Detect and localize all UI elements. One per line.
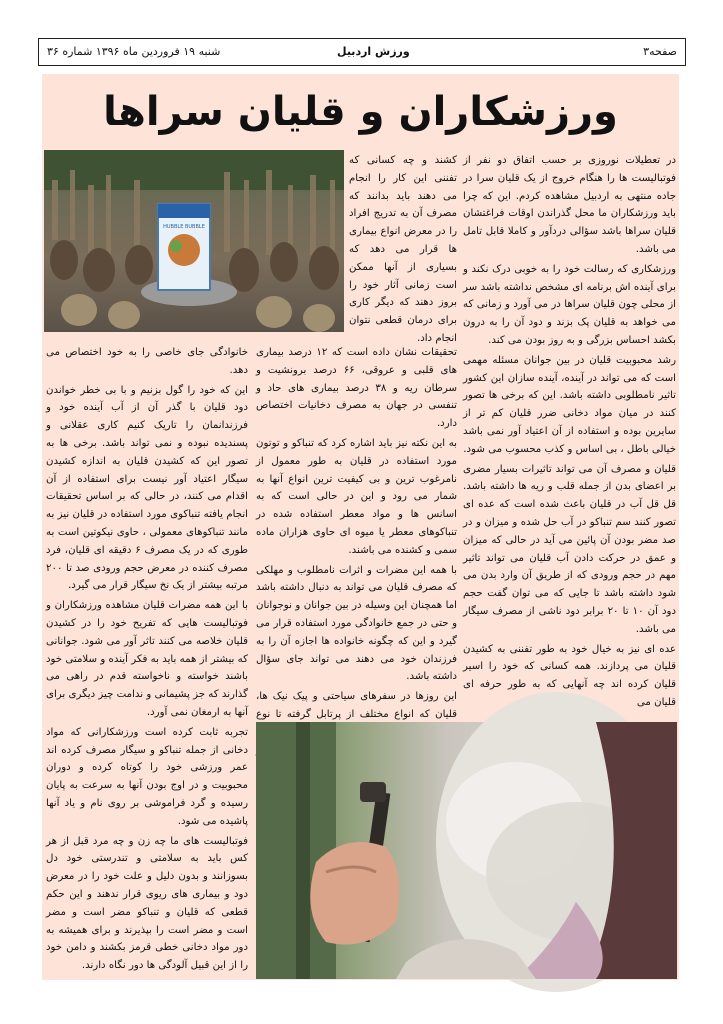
paragraph: قلیان و مصرف آن می تواند تاثیرات بسیار مضری بر اعضای بدن از جمله قلب و ریه ها داشته باشد. قل قل آب در قلیان باعث شده است که عده ای تصور کنند سم تنباکو در آب حل شده و میزان و در صد مضر بودن آن پائین می آید در حالی که میزان و عمق در حرکت دادن آب قلیان می تواند تاثیر مهم در حجم ورودی که از طریق آن وارد بدن می شود داشته باشد تا جایی که می توان گفت حجم دود آن ۱۰ تا ۲۰ برابر دود ناشی از مصرف سیگار می باشد. <box>463 463 676 635</box>
hookah-display-photo <box>44 150 344 332</box>
issue-date: شنبه ۱۹ فروردین ماه ۱۳۹۶ شماره ۳۶ <box>47 45 221 58</box>
paragraph: در تعطیلات نوروزی بر حسب اتفاق دو نفر از فوتبالیست ها را هنگام خروج از یک قلیان سرا در جاده منتهی به اردبیل مشاهده کردم. این که چرا باید ورزشکاران ما محل گذراندن اوقات فراغتشان قلیان سراها باشد سؤالی دردآور و کاملا قابل تامل می باشد. <box>463 155 676 255</box>
paragraph: ورزشکاری که رسالت خود را به خوبی درک نکند و برای آینده اش برنامه ای مشخص نداشته باشد سر از محلی چون قلیان سراها در می آورد و زمانی که می خواهد به قلیان پک بزند و دود آن را به درون بکشد احساس بزرگی و به روز بودن می کند. <box>463 263 676 346</box>
column-middle-top <box>349 152 457 344</box>
paragraph: رشد محبوبیت قلیان در بین جوانان مسئله مهمی است که می تواند در آینده، آینده سازان این کشور تاثیر نامطلوبی داشته باشد. این که برخی ها تصور کنند در میان مواد دخانی ضرر قلیان کم تر از سایرین بوده و استفاده از آن اعتیاد آور نمی باشد خیالی باطل ، بی اساس و کذب محسوب می شود. <box>463 354 676 455</box>
smoking-illustration <box>256 722 677 979</box>
article-title: ورزشکاران و قلیان سراها <box>103 89 618 135</box>
column-middle <box>256 344 457 720</box>
product-label: HUBBLE BUBBLE <box>163 224 205 230</box>
publication-name: ورزش اردبیل <box>337 45 410 58</box>
paragraph: با همه این مضرات و اثرات نامطلوب و مهلکی که مصرف قلیان می تواند به دنبال داشته باشد اما همچنان این وسیله در بین جوانان و نوجوانان و حتی در جمع خانوادگی مورد استفاده قرار می گیرد و این که چگونه خانواده ها اجازه آن را به فرزندان خود می دهند می تواند جای سؤال داشته باشد. <box>256 564 457 683</box>
hookah-display-illustration <box>44 150 344 332</box>
paragraph: این که خود را گول بزنیم و با بی خطر خواندن دود قلیان با گذر آن از آب آینده خود و فرزندانمان را تاریک کنیم کاری عقلانی و پسندیده نبوده و نمی تواند باشد. برخی ها به تصور این که کشیدن قلیان به اندازه کشیدن سیگار اعتیاد آور نیست برای استفاده از آن اقدام می کنند، در حالی که بر اساس تحقیقات انجام یافته تنباکوی مورد استفاده در قلیان نیز به مانند تنباکوهای معمولی ، حاوی نیکوتین است به طوری که در یک مصرف ۶ دقیقه ای قلیان، فرد مصرف کننده در معرض حجم ورودی صد تا ۲۰۰ مرتبه بیشتر از یک نخ سیگار قرار می گیرد. <box>46 384 248 592</box>
paragraph: این روزها در سفرهای سیاحتی و پیک نیک ها، قلیان که انواع مختلف از پرتابل گرفته تا نوع <box>256 691 457 720</box>
paragraph: فوتبالیست های ما چه زن و چه مرد قبل از هر کس باید به سلامتی و تندرستی خود دل بسوزانند و بدون دلیل و علت خود را در معرض دود و بیماری های ریوی قرار ندهند و این حکم قطعی که قلیان و تنباکو مضر است و مضر است و مضر است را بپذیرند و برای همیشه به دور مواد دخانی خطی قرمز بکشند و دامن خود را از این قبیل آلودگی ها دور نگاه دارند. <box>46 835 248 972</box>
paragraph: تجربه ثابت کرده است ورزشکارانی که مواد دخانی از جمله تنباکو و سیگار مصرف کرده اند عمر ورزشی خود را کوتاه کرده و دوران محبوبیت و در اوج بودن آنها به سرعت به پایان رسیده و گرد فراموشی بر روی نام و یاد آنها پاشیده می شود. <box>46 726 248 827</box>
paragraph: با این همه مضرات قلیان مشاهده ورزشکاران و فوتبالیست هایی که تفریح خود را در کشیدن قلیان خلاصه می کنند تاثر آور می شود. جوانانی که بیشتر از همه باید به فکر آینده و سلامتی خود باشند خواسته و ناخواسته قدم در راهی می گذارند که جز پشیمانی و ندامت چیز دیگری برای آنها به ارمغان نمی آورد. <box>46 600 248 718</box>
column-left <box>46 344 248 976</box>
paragraph: خانوادگی جای خاصی را به خود اختصاص می دهد. <box>46 347 248 376</box>
paragraph: به این نکته نیز باید اشاره کرد که تنباکو و توتون مورد استفاده در قلیان به طور معمول از نامرغوب ترین و بی کیفیت ترین انواع آنها به شمار می رود و این در حالی است که به اسانس ها و مواد معطر استفاده شده در تنباکوهای معطر یا میوه ای حاوی هزاران ماده سمی و کشنده می باشند. <box>256 437 457 556</box>
paragraph: عده ای نیز به خیال خود به طور تفننی به کشیدن قلیان می پردازند. همه کسانی که خود را اسیر قلیان کرده اند چه آنهایی که به طور حرفه ای قلیان می <box>463 643 676 708</box>
page-header <box>38 38 686 66</box>
column-right <box>463 152 676 720</box>
smoking-woman-photo <box>256 722 677 979</box>
paragraph: کشند و چه کسانی که تفننی این کار را انجام می دهند باید بدانند که مصرف آن به تدریج افراد را در معرض انواع بیماری ها قرار می دهد که بسیاری از آنها ممکن است زمانی آثار خود را بروز دهند که دیگر کاری برای درمان قطعی نتوان انجام داد. <box>349 155 457 344</box>
page-number: صفحه۳ <box>643 45 677 58</box>
paragraph: تحقیقات نشان داده است که ۱۲ درصد بیماری های قلبی و عروقی، ۶۶ درصد برونشیت و سرطان ریه و ۳۸ درصد بیماری های حاد و تنفسی در جهان به مصرف دخانیات اختصاص دارد. <box>256 347 457 430</box>
